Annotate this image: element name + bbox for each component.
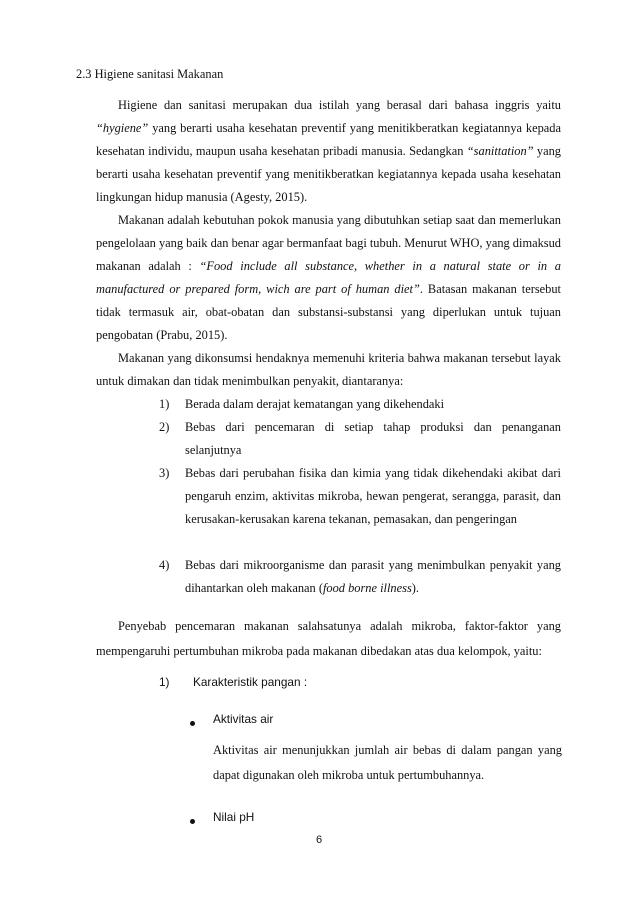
criteria-number: 2) — [159, 420, 170, 434]
paragraph-contamination — [96, 614, 561, 664]
criteria-number: 4) — [159, 558, 170, 572]
p2-text-c: . Batasan makanan tersebut tidak termasuk air, obat-obatan dan substansi-substansi yang diperlukan untuk tujuan pengobatan (Prabu, 2015). — [96, 282, 562, 343]
p4-text: Penyebab pencemaran makanan salahsatunya adalah mikroba, faktor-faktor yang mempengaruhi pertumbuhan mikroba pada makanan dibedakan atas dua kelompok, yaitu: — [96, 619, 561, 658]
section-heading: 2.3 Higiene sanitasi Makanan — [76, 67, 224, 81]
criteria-text: Bebas dari pencemaran di setiap tahap produksi dan penanganan selanjutnya — [185, 420, 561, 458]
p1-text-a: Higiene dan sanitasi merupakan dua istilah yang berasal dari bahasa inggris yaitu — [118, 98, 561, 112]
criteria-text: Bebas dari perubahan fisika dan kimia yang tidak dikehendaki akibat dari pengaruh enzim, aktivitas mikroba, hewan pengerat, serangga, parasit, dan kerusakan-kerusakan karena tekanan, pemasakan, dan pengeringan — [185, 466, 561, 527]
bullet-dot-icon — [190, 721, 195, 726]
factor-number: 1) — [159, 675, 170, 689]
criteria-term-food-borne-illness: food borne illness — [322, 581, 412, 596]
criteria-text — [185, 554, 561, 600]
p1-text-c: yang berarti usaha kesehatan preventif yang menitikberatkan kegiatannya kepada kesehatan individu, maupun usaha kesehatan pribadi manusia. Sedangkan — [96, 121, 561, 159]
p2-who-quote: “Food include all substance, whether in a natural state or in a manufactured or prepared form, wich are part of human diet” — [96, 259, 561, 297]
criteria-number: 1) — [159, 397, 170, 411]
bullet-description: Aktivitas air menunjukkan jumlah air bebas di dalam pangan yang dapat digunakan oleh mikroba untuk pertumbuhannya. — [213, 743, 562, 782]
p1-term-hygiene: “hygiene” — [96, 121, 149, 136]
factor-label: Karakteristik pangan : — [193, 675, 308, 689]
bullet-dot-icon — [190, 819, 195, 824]
criteria-number: 3) — [159, 466, 170, 480]
paragraph-food-criteria — [96, 347, 561, 393]
criteria-text: Berada dalam derajat kematangan yang dikehendaki — [185, 397, 445, 411]
paragraph-food-definition — [96, 209, 561, 348]
paragraph-hygiene-sanitation — [96, 94, 561, 209]
p1-term-sanitation: “sanittation” — [466, 144, 534, 159]
p3-text: Makanan yang dikonsumsi hendaknya memenuhi kriteria bahwa makanan tersebut layak untuk dimakan dan tidak menimbulkan penyakit, diantaranya: — [96, 351, 561, 389]
p1-text-e: yang berarti usaha kesehatan preventif yang menitikberatkan kegiatannya kepada usaha kesehatan lingkungan hidup manusia (Agesty, 2015). — [96, 144, 561, 205]
criteria-text-c: ). — [411, 581, 420, 596]
p2-text-a: Makanan adalah kebutuhan pokok manusia yang dibutuhkan setiap saat dan memerlukan pengelolaan yang baik dan benar agar bermanfaat bagi tubuh. Menurut WHO, yang dimaksud makanan adalah : — [96, 213, 561, 274]
criteria-text-a: Bebas dari mikroorganisme dan parasit yang menimbulkan penyakit yang dihantarkan oleh makanan ( — [185, 558, 561, 596]
factor-item — [159, 675, 308, 689]
bullet-label: Nilai pH — [213, 810, 255, 824]
page-number: 6 — [315, 834, 323, 846]
bullet-label: Aktivitas air — [213, 712, 274, 726]
